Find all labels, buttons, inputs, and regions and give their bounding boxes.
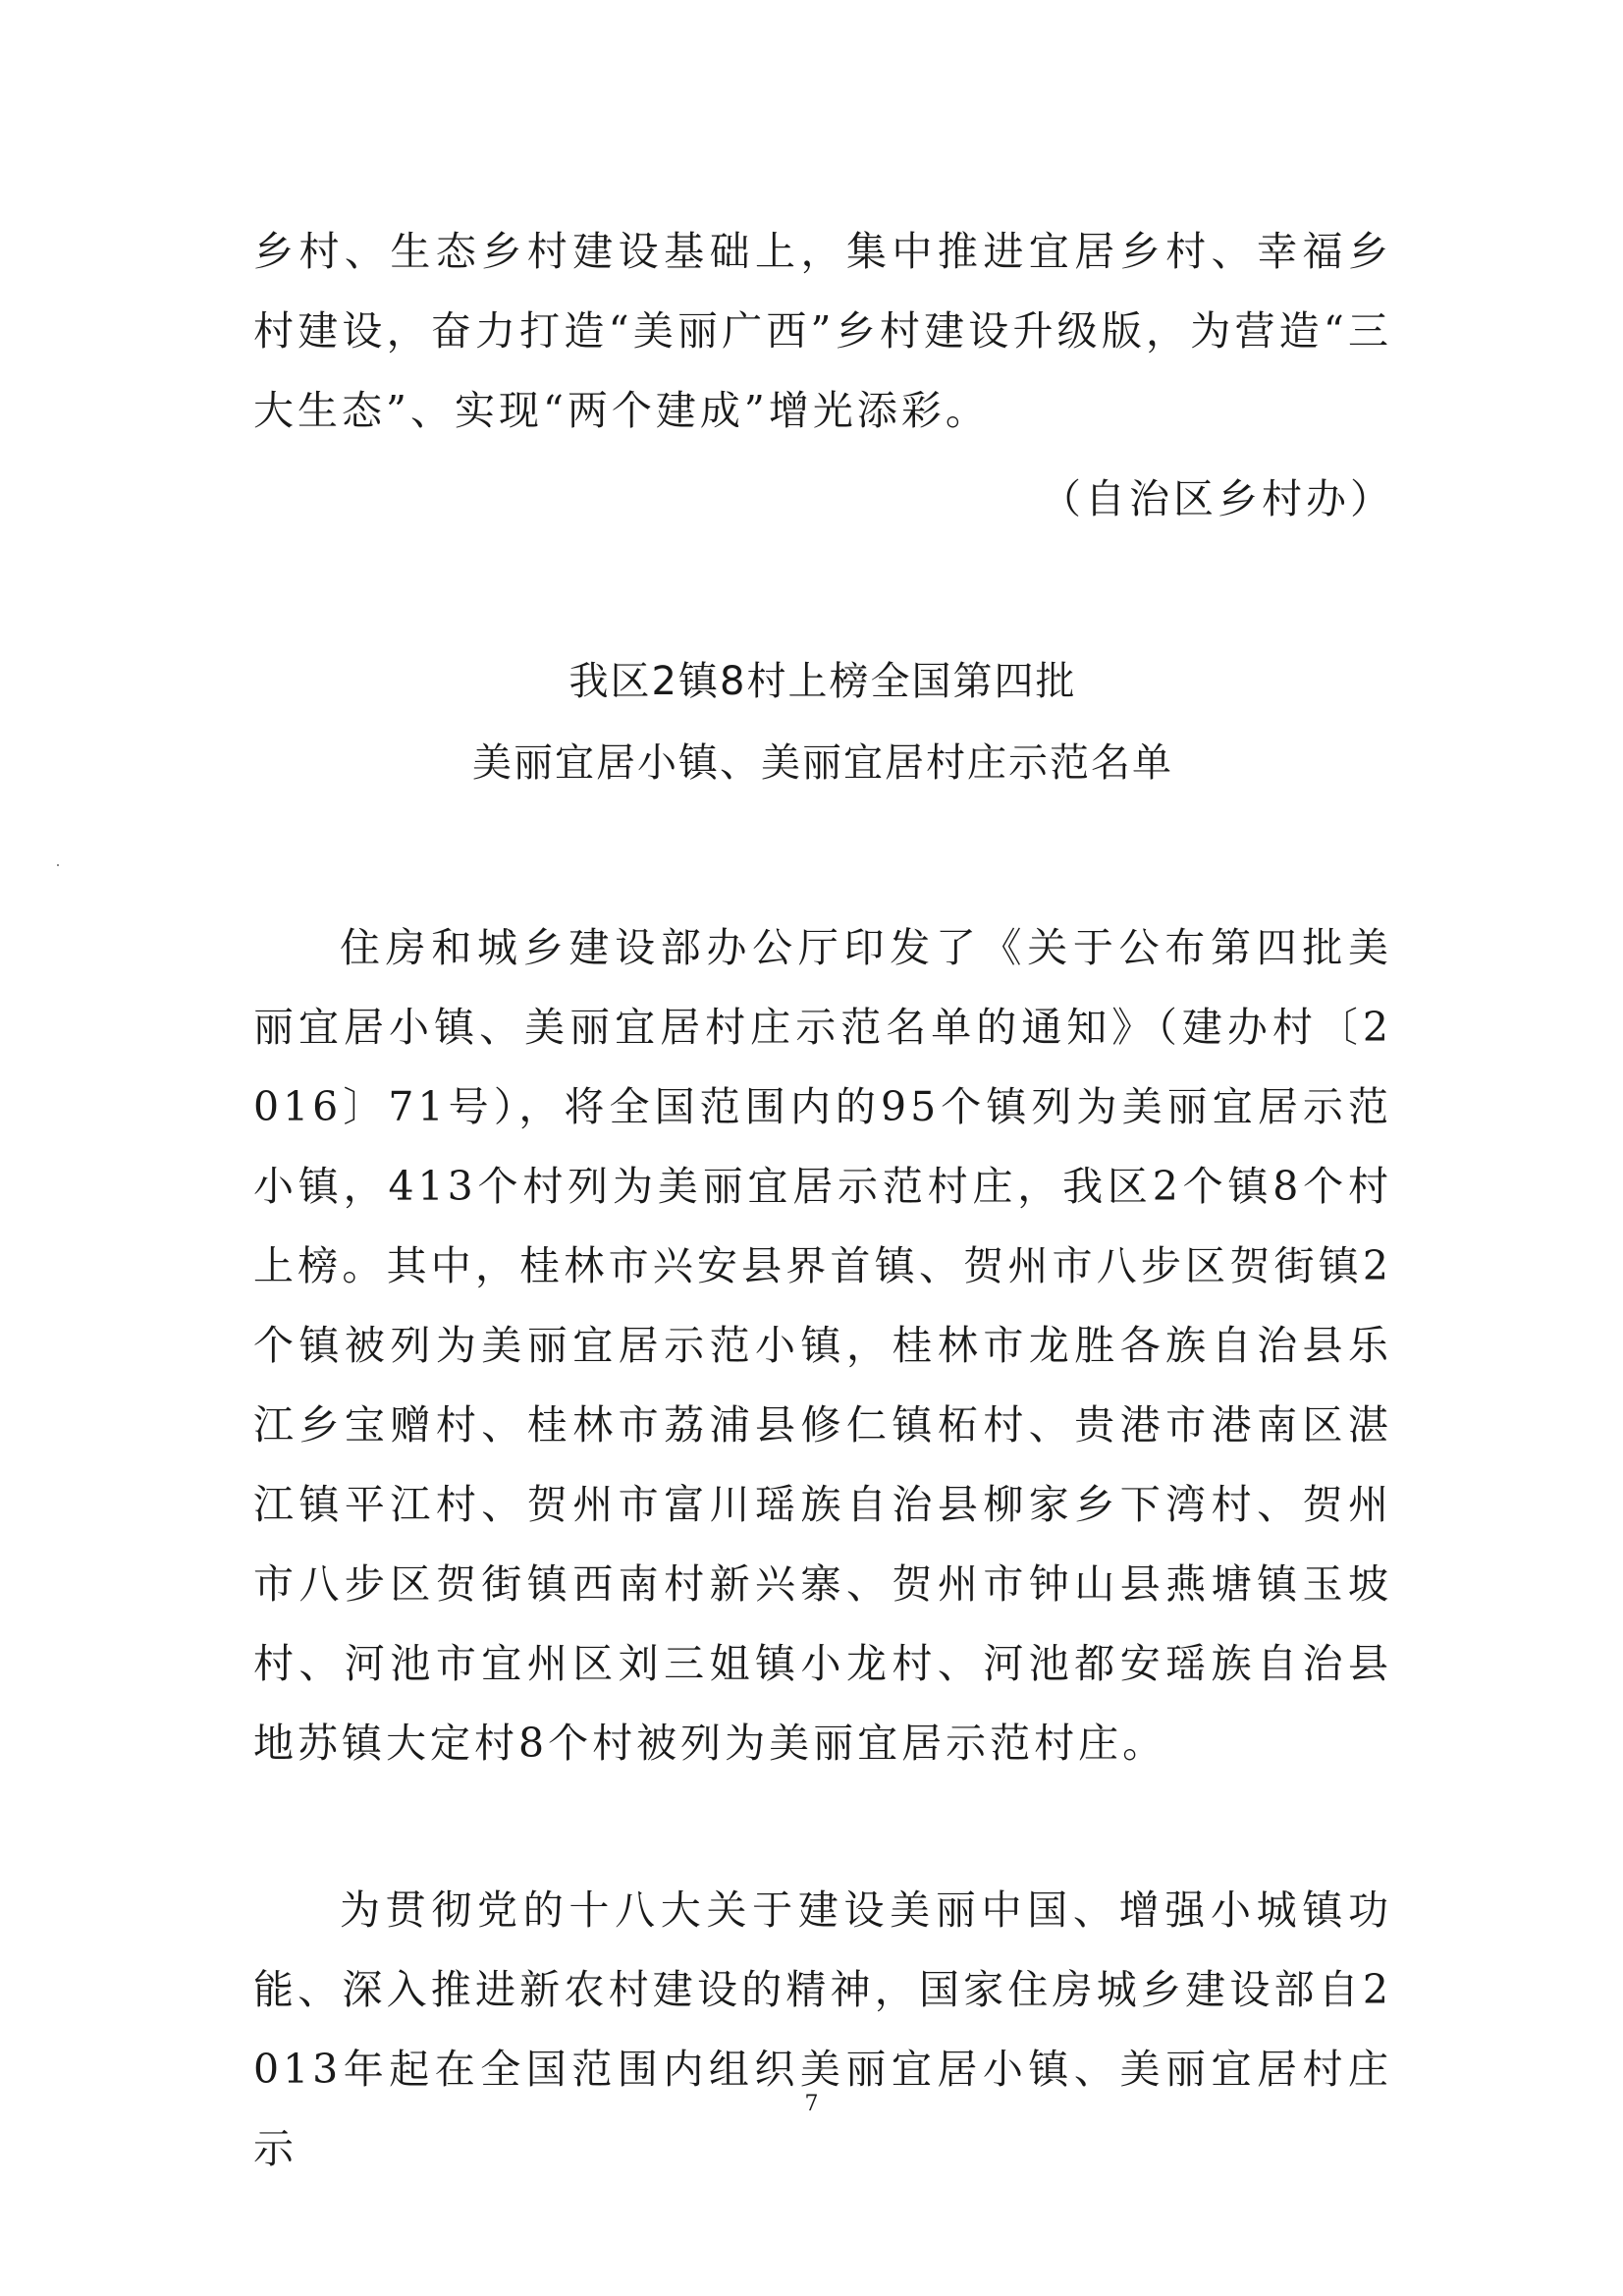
body-paragraph-background: 为贯彻党的十八大关于建设美丽中国、增强小城镇功能、深入推进新农村建设的精神，国家住房城乡建设部自2013年起在全国范围内组织美丽宜居小镇、美丽宜居村庄示	[253, 1886, 1392, 2172]
page-number: 7	[804, 2092, 819, 2116]
body-paragraph-announcement: 住房和城乡建设部办公厅印发了《关于公布第四批美丽宜居小镇、美丽宜居村庄示范名单的通知》（建办村〔2016〕71号），将全国范围内的95个镇列为美丽宜居示范小镇，413个村列为美丽宜居示范村庄，我区2个镇8个村上榜。其中，桂林市兴安县界首镇、贺州市八步区贺街镇2个镇被列为美丽宜居示范小镇，桂林市龙胜各族自治县乐江乡宝赠村、桂林市荔浦县修仁镇柘村、贵港市港南区湛江镇平江村、贺州市富川瑶族自治县柳家乡下湾村、贺州市八步区贺街镇西南村新兴寨、贺州市钟山县燕塘镇玉坡村、河池市宜州区刘三姐镇小龙村、河池都安瑶族自治县地苏镇大定村8个村被列为美丽宜居示范村庄。	[253, 924, 1392, 1767]
body-paragraph-intro: 乡村、生态乡村建设基础上，集中推进宜居乡村、幸福乡村建设，奋力打造“美丽广西”乡村建设升级版，为营造“三大生态”、实现“两个建成”增光添彩。	[253, 228, 1392, 434]
article-headline-line-1: 我区2镇8村上榜全国第四批	[568, 659, 1077, 704]
source-attribution: （自治区乡村办）	[1041, 475, 1394, 522]
scan-speck	[57, 864, 59, 866]
article-headline-line-2: 美丽宜居小镇、美丽宜居村庄示范名单	[472, 740, 1173, 786]
